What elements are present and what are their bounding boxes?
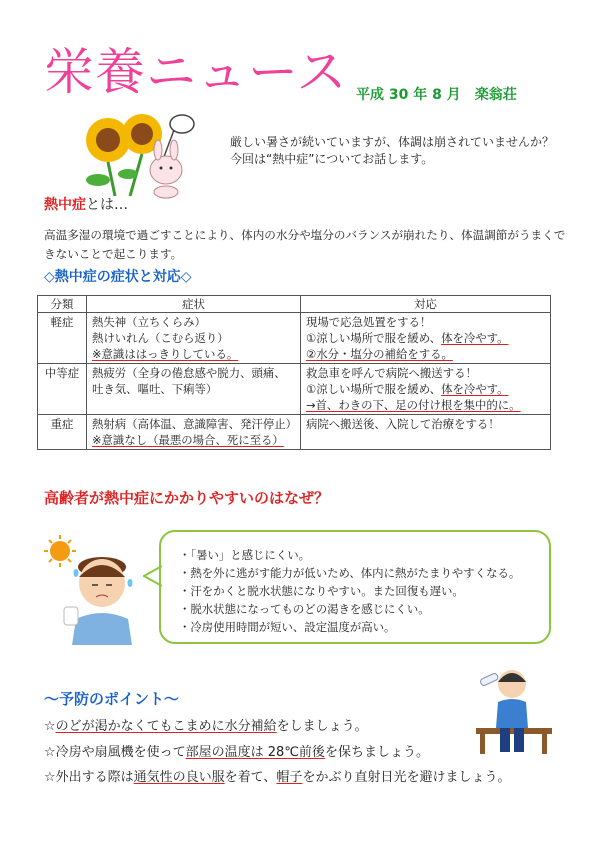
symptoms-cell [87, 364, 301, 415]
sweating-man-icon [64, 557, 133, 645]
response-cell [301, 313, 551, 364]
sun-icon [44, 535, 76, 567]
point-text: をしましょう。 [276, 719, 368, 734]
emphasis-text: 部屋の温度は 28℃前後 [185, 745, 325, 760]
heatstroke-term-suffix: とは… [86, 197, 128, 213]
category-cell: 中等症 [38, 364, 87, 415]
intro-line-1: 厳しい暑さが続いていますが、体調は崩されていませんか？ [230, 135, 555, 149]
issue-date-text: 平成 30 年 8 月 [356, 87, 461, 103]
newsletter-title: 栄養ニュース [44, 43, 348, 101]
response-text: ①涼しい場所で服を緩め、 [306, 382, 442, 396]
point-text: ☆冷房や扇風機を使って [44, 745, 186, 760]
boy-drinking-water-icon [476, 670, 552, 754]
response-line: 現場で応急処置をする！ [306, 315, 432, 329]
response-text: ①涼しい場所で服を緩め、 [306, 331, 442, 345]
header-response: 対応 [301, 296, 551, 313]
table-header-row [38, 296, 551, 313]
hot-man-illustration [42, 533, 142, 645]
emphasis-text: のどが渇かなくてもこまめに水分補給 [55, 719, 277, 734]
heatstroke-heading [44, 196, 128, 214]
response-line: 病院へ搬送後、入院して治療をする！ [306, 417, 500, 431]
point-text: を保ちましょう。 [324, 745, 429, 760]
header-symptoms: 症状 [87, 296, 301, 313]
table-row-severe [38, 415, 551, 450]
symptom-line: 熱けいれん（こむら返り） [92, 331, 229, 345]
symptoms-table [37, 295, 551, 450]
prevention-point-1 [44, 718, 368, 736]
star-icon: ☆ [44, 719, 56, 734]
facility-name: 楽翁荘 [474, 87, 517, 103]
elderly-reasons-bubble [159, 530, 551, 644]
table-row-mild [38, 313, 551, 364]
rabbit-icon [150, 140, 182, 198]
prevention-point-2 [44, 744, 429, 762]
header-category: 分類 [38, 296, 87, 313]
heatstroke-term: 熱中症 [44, 197, 86, 213]
response-line: →首、わきの下、足の付け根を集中的に。 [306, 398, 521, 412]
prevention-point-3 [44, 769, 510, 787]
reason-item: ・汗をかくと脱水状態になりやすい。また回復も遅い。 [179, 584, 464, 598]
reason-item: ・「暑い」と感じにくい。 [179, 548, 310, 562]
point-text: を着て、 [224, 770, 277, 785]
emphasis-text: 通気性の良い服 [133, 770, 225, 785]
prevention-title: ～予防のポイント～ [44, 690, 180, 708]
symptom-line: 熱失神（立ちくらみ） [92, 315, 206, 329]
emphasis-text: 帽子 [276, 770, 303, 785]
response-cell [301, 364, 551, 415]
response-emphasis: 体を冷やす。 [441, 331, 509, 345]
symptom-line: 熱疲労（全身の倦怠感や脱力、頭痛、 [92, 366, 286, 380]
issue-date [356, 84, 517, 104]
symptoms-cell [87, 313, 301, 364]
reason-item: ・脱水状態になってものどの渇きを感じにくい。 [179, 602, 430, 616]
sunflower-rabbit-illustration [70, 110, 210, 200]
response-line: 救急車を呼んで病院へ搬送する！ [306, 366, 477, 380]
response-line: ②水分・塩分の補給をする。 [306, 347, 453, 361]
point-text: ☆外出する際は [44, 770, 134, 785]
elderly-question-heading: 高齢者が熱中症にかかりやすいのはなぜ？ [44, 489, 330, 507]
drinking-boy-illustration [468, 664, 558, 756]
reason-item: ・冷房使用時間が短い、設定温度が高い。 [179, 620, 396, 634]
symptoms-cell [87, 415, 301, 450]
symptom-line: ※意識ははっきりしている。 [92, 347, 239, 361]
table-row-moderate [38, 364, 551, 415]
intro-line-2: 今回は“熱中症”についてお話します。 [230, 152, 434, 166]
response-cell [301, 415, 551, 450]
symptom-line: 吐き気、嘔吐、下痢等） [92, 382, 218, 396]
category-cell: 軽症 [38, 313, 87, 364]
response-line [306, 330, 545, 346]
point-text: をかぶり直射日光を避けましょう。 [302, 770, 511, 785]
response-emphasis: 体を冷やす。 [441, 382, 509, 396]
category-cell: 重症 [38, 415, 87, 450]
reason-item: ・熱を外に逃がす能力が低いため、体内に熱がたまりやすくなる。 [179, 566, 521, 580]
intro-text [230, 134, 554, 168]
heatstroke-description: 高温多湿の環境で過ごすことにより、体内の水分や塩分のバランスが崩れたり、体温調節がうまくできないことで起こります。 [44, 228, 566, 261]
symptom-line: 熱射病（高体温、意識障害、発汗停止） [92, 417, 298, 431]
symptom-line: ※意識なし（最悪の場合、死に至る） [92, 433, 284, 447]
response-line [306, 381, 545, 397]
symptoms-table-title: ◇熱中症の症状と対応◇ [44, 269, 192, 285]
